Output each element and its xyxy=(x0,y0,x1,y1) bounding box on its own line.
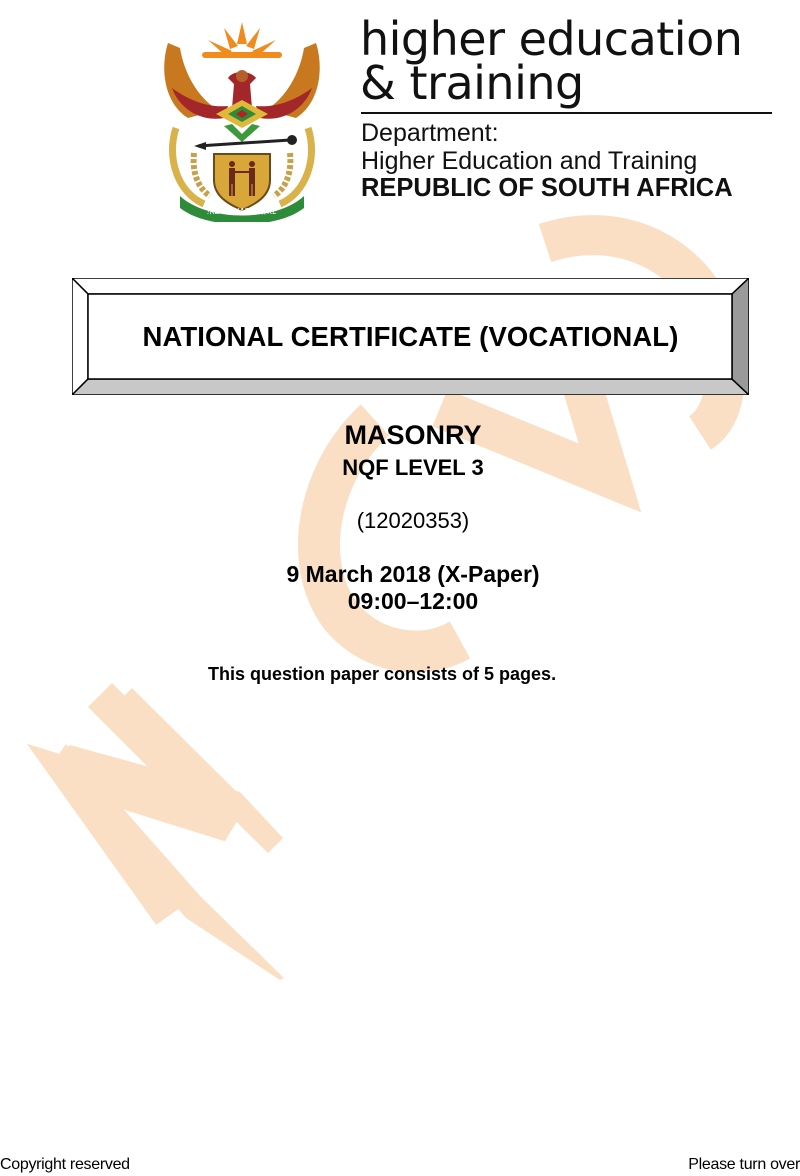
country-name: REPUBLIC OF SOUTH AFRICA xyxy=(361,174,733,202)
svg-text:!KE E: /XARRA //KE: !KE E: /XARRA //KE xyxy=(206,207,278,216)
brand-divider xyxy=(361,112,772,114)
watermark-letter-n xyxy=(117,688,283,853)
header xyxy=(0,0,800,230)
watermark-n-stroke xyxy=(70,695,230,915)
subject-code: (12020353) xyxy=(356,508,470,533)
exam-date: 9 March 2018 (X-Paper) xyxy=(286,561,540,587)
page-count-note: This question paper consists of 5 pages. xyxy=(208,664,557,684)
brand-and-training: & training xyxy=(360,56,584,110)
coat-of-arms-icon xyxy=(158,18,326,222)
footer-turn-over: Please turn over xyxy=(688,1156,800,1173)
subject-title: MASONRY xyxy=(344,420,482,450)
brand-higher-education: higher education xyxy=(360,12,743,66)
certificate-banner xyxy=(72,278,749,395)
department-label: Department: xyxy=(361,119,499,147)
department-name: Higher Education and Training xyxy=(361,147,698,175)
nqf-level: NQF LEVEL 3 xyxy=(342,455,484,480)
banner-title: NATIONAL CERTIFICATE (VOCATIONAL) xyxy=(142,320,679,352)
footer-copyright: Copyright reserved xyxy=(0,1156,130,1173)
exam-time: 09:00–12:00 xyxy=(347,588,479,614)
